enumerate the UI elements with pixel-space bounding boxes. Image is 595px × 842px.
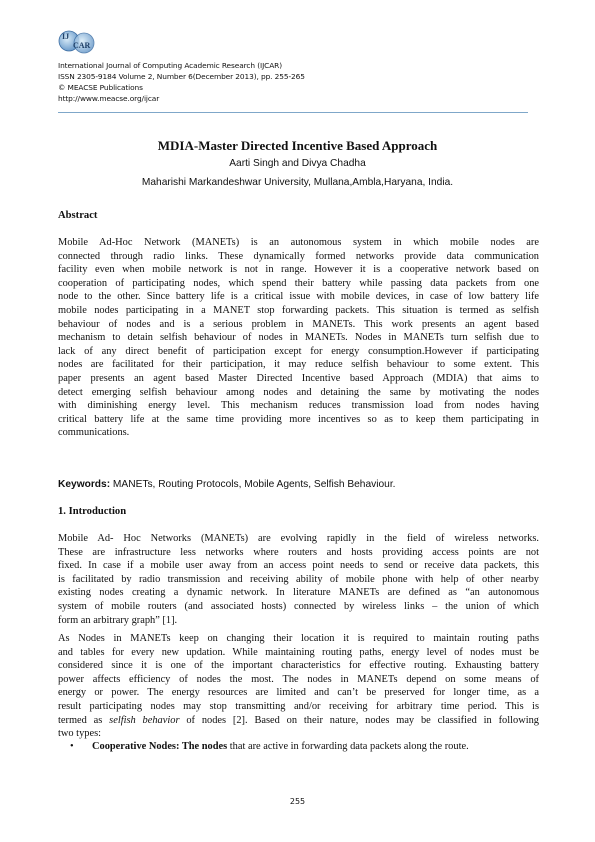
svg-text:CAR: CAR	[73, 41, 91, 50]
paper-title: MDIA-Master Directed Incentive Based Approach	[157, 138, 438, 153]
paper-affiliation: Maharishi Markandeshwar University, Mullana,Ambla,Haryana, India.	[141, 177, 454, 188]
intro-line: result participating nodes may stop transmitting and/or receiving for arbitrary time period. This is	[58, 700, 539, 712]
intro-line: considered since it is one of the important characteristics for effective routing. Exhausting battery	[58, 660, 539, 672]
bullet-text: that are active in forwarding data packets along the route.	[227, 741, 469, 752]
abstract-line: cooperation of participating nodes, which spend their battery while passing data packets from one	[58, 277, 539, 289]
page-number: 255	[289, 797, 306, 806]
intro-line: is facilitated by radio transmission and receiving ability of mobile phone with help of other nearby	[58, 573, 539, 585]
intro-line	[58, 714, 539, 728]
abstract-line: nodes are facilitated for their participation, it may reduce selfish behaviour to some extent. This	[58, 359, 539, 371]
introduction-paragraph-1	[58, 532, 539, 627]
intro-line: power affects efficiency of nodes the most. The nodes in MANETs depend on some means of	[58, 673, 539, 685]
abstract-line: connected through radio links. These dynamically formed networks provide data communication	[58, 250, 539, 262]
abstract-line: node to the other. Since battery life is a critical issue with mobile devices, in case of low battery life	[58, 291, 539, 303]
introduction-heading: 1. Introduction	[58, 506, 127, 517]
journal-publisher: © MEACSE Publications	[58, 83, 143, 92]
intro-line: fixed. In case if a mobile user away from an access point needs to send or receive data packets, this	[58, 560, 539, 572]
intro-line: form an arbitrary graph” [1].	[58, 614, 178, 626]
keywords	[58, 479, 395, 490]
svg-text:IJ: IJ	[62, 32, 70, 41]
paper-authors: Aarti Singh and Divya Chadha	[229, 158, 366, 169]
intro-line: existing nodes creating a dynamic network. In literature MANETs are defined as “an autonomous	[58, 587, 539, 599]
journal-url[interactable]: http://www.meacse.org/ijcar	[58, 94, 160, 103]
abstract-line: paper presents an agent based Master Directed Incentive based Approach (MDIA) that aims to	[58, 372, 539, 384]
abstract-line: communications.	[58, 427, 130, 439]
journal-issn: ISSN 2305-9184 Volume 2, Number 6(December 2013), pp. 255-265	[58, 72, 305, 81]
intro-text: of nodes [2]. Based on their nature, nodes may be classified in following	[179, 714, 539, 726]
abstract-line: facility even when mobile network is not in range. However it is a cooperative network based on	[58, 264, 539, 276]
keywords-text: MANETs, Routing Protocols, Mobile Agents, Selfish Behaviour.	[110, 479, 396, 490]
abstract-line: detect emerging selfish behaviour among nodes and detaining the same by motivating the nodes	[58, 386, 539, 398]
intro-line: As Nodes in MANETs keep on changing their location it is required to maintain routing paths	[58, 633, 539, 644]
intro-line: system of mobile routers (and associated hosts) connected by wireless links – the union of which	[58, 600, 539, 612]
introduction-paragraph-2	[58, 632, 539, 741]
emphasis-selfish-behavior: selfish behavior	[109, 714, 180, 726]
abstract-line: behaviour of nodes and is a serious problem in MANETs. This work presents an agent based	[58, 318, 539, 330]
abstract-line: Mobile Ad-Hoc Network (MANETs) is an autonomous system in which mobile nodes are	[58, 237, 539, 248]
bullet-cooperative-nodes	[70, 741, 469, 752]
abstract-line: critical battery life at the same time providing more incentives so as to keep them participating in	[58, 413, 539, 425]
bullet-dot-icon: •	[70, 741, 74, 752]
abstract-heading: Abstract	[58, 210, 98, 221]
intro-line: and tables for every new updation. While maintaining routing paths, energy level of nodes must be	[58, 646, 539, 658]
journal-name: International Journal of Computing Academic Research (IJCAR)	[58, 61, 282, 70]
abstract-line: mobile nodes participating in a MANET stop forwarding packets. This situation is termed as selfish	[58, 304, 539, 316]
journal-logo	[58, 28, 98, 56]
intro-line: two types:	[58, 728, 102, 740]
abstract-body	[58, 236, 539, 440]
header-divider	[58, 112, 528, 113]
intro-line: These are infrastructure less networks where routers and hosts providing access points are not	[58, 546, 539, 558]
abstract-line: with diminishing energy level. This mechanism reduces transmission load from nodes having	[58, 400, 539, 412]
bullet-term: Cooperative Nodes: The nodes	[92, 741, 228, 752]
keywords-label: Keywords:	[58, 479, 111, 490]
abstract-line: mechanism to detain selfish behaviour of nodes in MANETs. Nodes in MANETs turn selfish due to	[58, 332, 539, 344]
intro-line: energy or power. The energy resources are limited and can’t be preserved for longer time, as a	[58, 687, 539, 699]
journal-info	[58, 60, 305, 104]
abstract-line: lack of any direct benefit of participation except for energy consumption.However if participating	[58, 345, 539, 357]
intro-text: termed as	[58, 714, 110, 726]
intro-line: Mobile Ad- Hoc Networks (MANETs) are evolving rapidly in the field of wireless networks.	[58, 533, 539, 544]
